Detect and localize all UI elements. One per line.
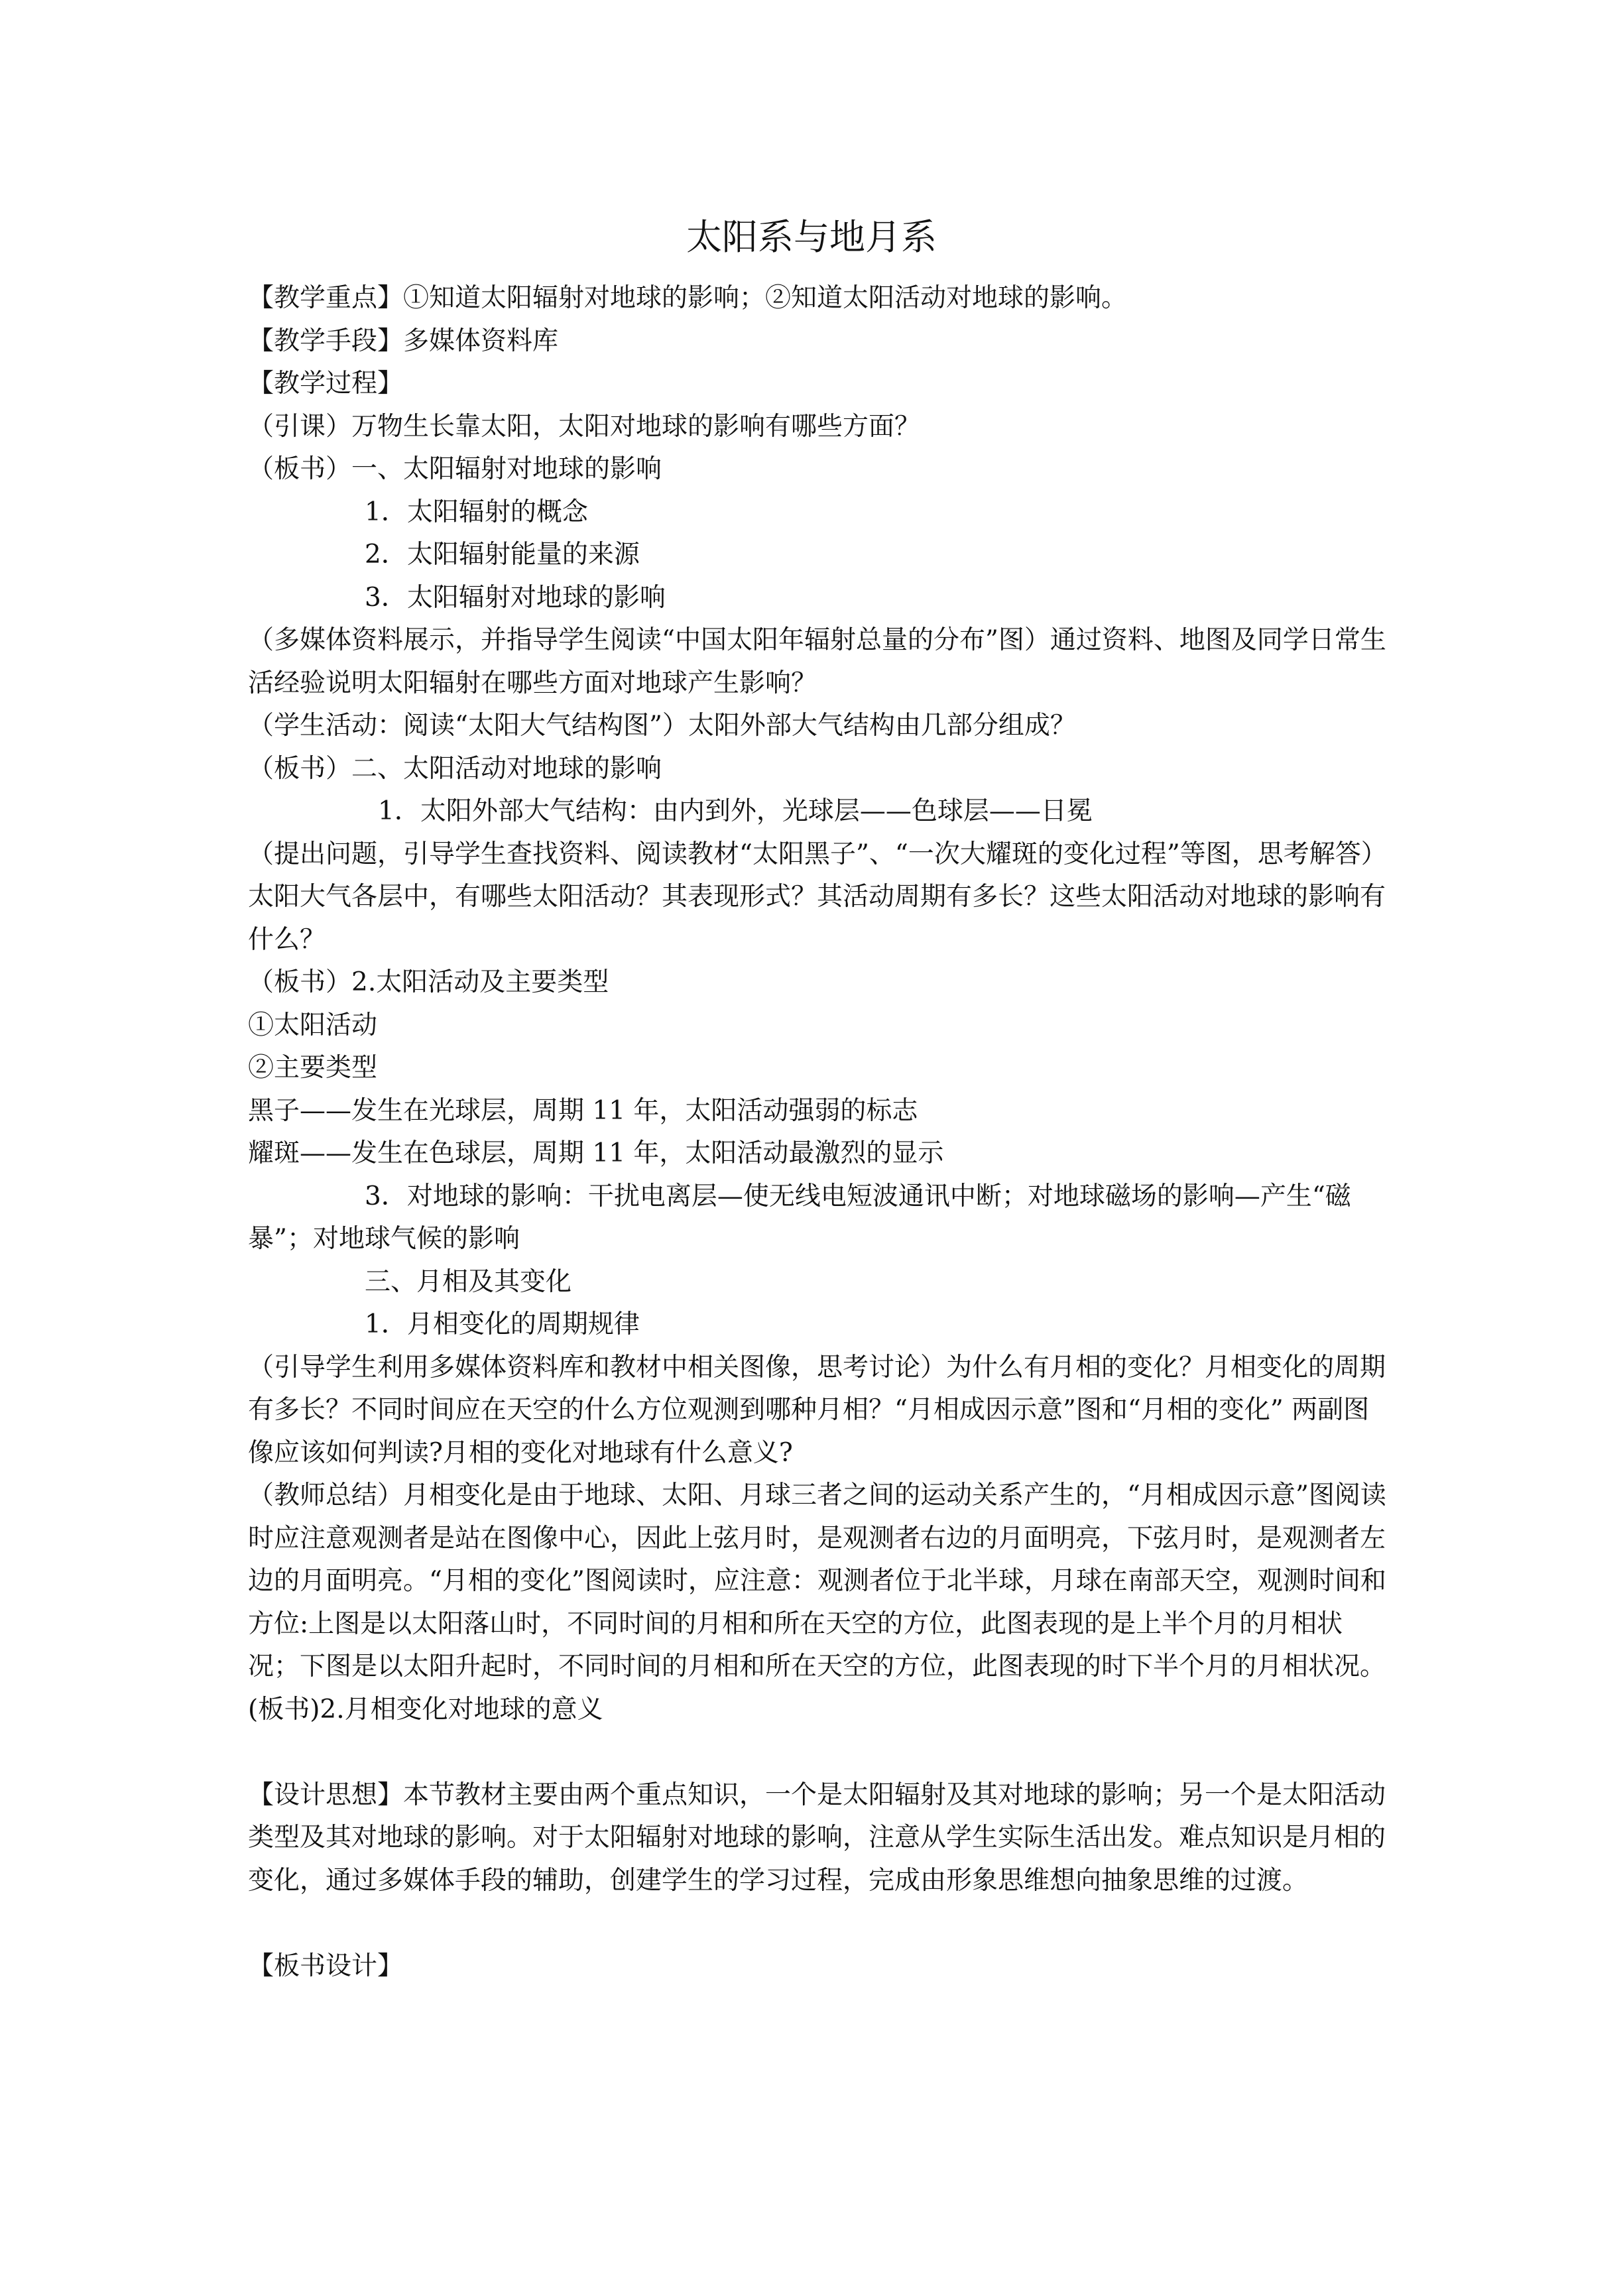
list-item: 1．太阳辐射的概念 (365, 497, 588, 527)
page-title: 太阳系与地月系 (686, 216, 937, 258)
board-section-2: （板书）二、太阳活动对地球的影响 (248, 753, 662, 784)
document-body (248, 277, 1388, 1988)
spacer (248, 1731, 1388, 1774)
list-item: 3．太阳辐射对地球的影响 (365, 582, 666, 613)
paragraph: （板书）2.太阳活动及主要类型 (248, 967, 609, 997)
paragraph: （引导学生利用多媒体资料库和教材中相关图像，思考讨论）为什么有月相的变化？月相变化的周期有多长？不同时间应在天空的什么方位观测到哪种月相？“月相成因示意”图和“月相的变化” 两副图像应该如何判读?月相的变化对地球有什么意义? (248, 1352, 1386, 1468)
list-item: 1．太阳外部大气结构：由内到外，光球层——色球层——日冕 (378, 796, 1093, 826)
paragraph: ②主要类型 (248, 1053, 378, 1083)
teaching-means: 【教学手段】多媒体资料库 (248, 326, 559, 356)
board-section-1: （板书）一、太阳辐射对地球的影响 (248, 454, 662, 484)
board-design-heading: 【板书设计】 (248, 1951, 404, 1981)
teaching-focus: 【教学重点】①知道太阳辐射对地球的影响；②知道太阳活动对地球的影响。 (248, 283, 1128, 313)
board-section-3: 三、月相及其变化 (365, 1266, 572, 1297)
paragraph: 3．对地球的影响：干扰电离层—使无线电短波通讯中断；对地球磁场的影响—产生“磁暴”；对地球气候的影响 (248, 1181, 1351, 1254)
paragraph: (板书)2.月相变化对地球的意义 (248, 1694, 603, 1724)
paragraph: 黑子——发生在光球层，周期 11 年，太阳活动强弱的标志 (248, 1095, 918, 1126)
intro-paragraph: （引课）万物生长靠太阳，太阳对地球的影响有哪些方面？ (248, 411, 921, 442)
design-idea: 【设计思想】本节教材主要由两个重点知识，一个是太阳辐射及其对地球的影响；另一个是太阳活动类型及其对地球的影响。对于太阳辐射对地球的影响，注意从学生实际生活出发。难点知识是月相的变化，通过多媒体手段的辅助，创建学生的学习过程，完成由形象思维想向抽象思维的过渡。 (248, 1780, 1386, 1896)
paragraph: ①太阳活动 (248, 1010, 378, 1040)
paragraph: （提出问题，引导学生查找资料、阅读教材“太阳黑子”、“一次大耀斑的变化过程”等图，思考解答）太阳大气各层中，有哪些太阳活动？其表现形式？其活动周期有多长？这些太阳活动对地球的影响有什么？ (248, 839, 1387, 955)
spacer (248, 1902, 1388, 1945)
teaching-process-heading: 【教学过程】 (248, 369, 404, 398)
paragraph: （教师总结）月相变化是由于地球、太阳、月球三者之间的运动关系产生的，“月相成因示意”图阅读时应注意观测者是站在图像中心，因此上弦月时，是观测者右边的月面明亮，下弦月时，是观测者左边的月面明亮。“月相的变化”图阅读时，应注意：观测者位于北半球，月球在南部天空，观测时间和方位:上图是以太阳落山时，不同时间的月相和所在天空的方位，此图表现的是上半个月的月相状况；下图是以太阳升起时，不同时间的月相和所在天空的方位，此图表现的时下半个月的月相状况。 (248, 1480, 1386, 1681)
paragraph: 耀斑——发生在色球层，周期 11 年，太阳活动最激烈的显示 (248, 1138, 944, 1168)
paragraph: （学生活动：阅读“太阳大气结构图”）太阳外部大气结构由几部分组成？ (248, 711, 1076, 741)
list-item: 1．月相变化的周期规律 (365, 1309, 640, 1339)
list-item: 2．太阳辐射能量的来源 (365, 540, 640, 570)
paragraph: （多媒体资料展示，并指导学生阅读“中国太阳年辐射总量的分布”图）通过资料、地图及同学日常生活经验说明太阳辐射在哪些方面对地球产生影响？ (248, 625, 1386, 698)
